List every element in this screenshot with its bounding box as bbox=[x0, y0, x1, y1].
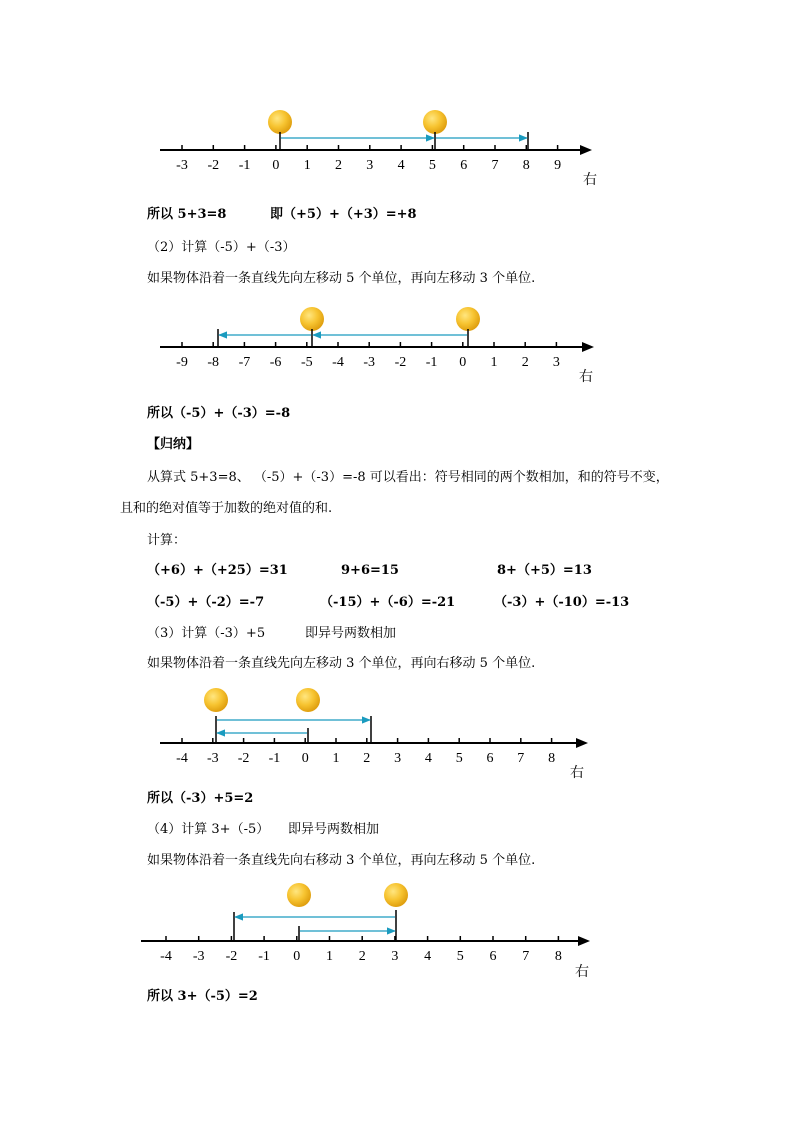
calc-item: 8+（+5）=13 bbox=[497, 563, 592, 578]
right-label: 右 bbox=[575, 965, 589, 980]
tick-label: 4 bbox=[397, 158, 405, 173]
ball-icon bbox=[296, 688, 320, 712]
summary-title: 【归纳】 bbox=[147, 437, 200, 452]
calc-item: （-5）+（-2）=-7 bbox=[147, 595, 265, 610]
tick-label: 9 bbox=[554, 158, 562, 173]
section-heading-2: （2）计算（-5）+（-3） bbox=[147, 240, 296, 255]
tick-label: -4 bbox=[332, 355, 344, 370]
tick-label: -3 bbox=[206, 751, 219, 766]
calc-item: 9+6=15 bbox=[341, 563, 399, 578]
tick-label: -2 bbox=[225, 949, 238, 964]
result-text-1-alt: 即（+5）+（+3）=+8 bbox=[270, 207, 417, 222]
tick-label: 3 bbox=[366, 158, 374, 173]
tick-label: 4 bbox=[424, 751, 432, 766]
ball-icon bbox=[456, 307, 480, 331]
ball-icon bbox=[384, 883, 408, 907]
tick-label: 8 bbox=[522, 158, 530, 173]
tick-label: 7 bbox=[522, 949, 530, 964]
section-heading-4: （4）计算 3+（-5） bbox=[147, 822, 270, 837]
tick-label: 4 bbox=[424, 949, 432, 964]
tick-label: -7 bbox=[238, 355, 251, 370]
tick-label: 7 bbox=[491, 158, 499, 173]
number-line-figure-3 bbox=[0, 680, 794, 780]
tick-label: -2 bbox=[237, 751, 250, 766]
tick-label: 5 bbox=[428, 158, 436, 173]
summary-line-2: 且和的绝对值等于加数的绝对值的和. bbox=[120, 501, 333, 516]
ball-icon bbox=[287, 883, 311, 907]
ball-icon bbox=[204, 688, 228, 712]
section-heading-4-note: 即异号两数相加 bbox=[288, 822, 380, 837]
tick-label: -8 bbox=[207, 355, 220, 370]
tick-label: -3 bbox=[192, 949, 205, 964]
tick-label: 0 bbox=[272, 158, 280, 173]
result-text-4: 所以 3+（-5）=2 bbox=[147, 989, 258, 1004]
tick-label: 3 bbox=[552, 355, 560, 370]
tick-label: -1 bbox=[258, 949, 270, 964]
tick-label: 2 bbox=[335, 158, 342, 173]
tick-label: 1 bbox=[326, 949, 333, 964]
tick-label: -9 bbox=[176, 355, 188, 370]
tick-label: -2 bbox=[207, 158, 220, 173]
ball-icon bbox=[268, 110, 292, 134]
number-line-figure-4 bbox=[0, 876, 794, 980]
right-label: 右 bbox=[579, 370, 593, 385]
description-2: 如果物体沿着一条直线先向左移动 5 个单位，再向左移动 3 个单位. bbox=[147, 271, 536, 286]
section-heading-3-note: 即异号两数相加 bbox=[305, 626, 397, 641]
tick-label: 1 bbox=[332, 751, 340, 766]
tick-label: 0 bbox=[301, 751, 309, 766]
tick-label: 6 bbox=[489, 949, 497, 964]
tick-label: 8 bbox=[548, 751, 556, 766]
ball-icon bbox=[300, 307, 324, 331]
tick-label: -1 bbox=[238, 158, 251, 173]
section-heading-3: （3）计算（-3）+5 bbox=[147, 626, 266, 641]
result-text-3: 所以（-3）+5=2 bbox=[147, 791, 254, 806]
tick-label: -4 bbox=[160, 949, 172, 964]
tick-label: -2 bbox=[394, 355, 407, 370]
result-text-1: 所以 5+3=8 bbox=[147, 207, 227, 222]
tick-label: 0 bbox=[459, 355, 467, 370]
tick-label: -1 bbox=[268, 751, 281, 766]
calc-label: 计算： bbox=[147, 533, 187, 548]
right-label: 右 bbox=[583, 173, 597, 188]
tick-label: -3 bbox=[363, 355, 376, 370]
tick-label: 8 bbox=[554, 949, 562, 964]
tick-label: 1 bbox=[490, 355, 498, 370]
tick-label: -6 bbox=[269, 355, 282, 370]
tick-label: 5 bbox=[455, 751, 463, 766]
number-line-figure-2 bbox=[0, 300, 794, 390]
tick-label: 2 bbox=[363, 751, 371, 766]
calc-item: （-3）+（-10）=-13 bbox=[494, 595, 630, 610]
calc-item: （+6）+（+25）=31 bbox=[147, 563, 288, 578]
axis-arrowhead bbox=[576, 738, 588, 748]
calc-item: （-15）+（-6）=-21 bbox=[320, 595, 456, 610]
tick-label: 3 bbox=[391, 949, 399, 964]
description-3: 如果物体沿着一条直线先向左移动 3 个单位，再向右移动 5 个单位. bbox=[147, 656, 536, 671]
tick-label: 0 bbox=[293, 949, 301, 964]
description-4: 如果物体沿着一条直线先向右移动 3 个单位，再向左移动 5 个单位. bbox=[147, 853, 536, 868]
right-label: 右 bbox=[570, 766, 584, 781]
tick-label: 6 bbox=[460, 158, 468, 173]
tick-label: 7 bbox=[517, 751, 525, 766]
axis-arrowhead bbox=[580, 145, 592, 155]
number-line-figure-1 bbox=[0, 100, 794, 195]
tick-label: 2 bbox=[521, 355, 529, 370]
tick-label: 6 bbox=[486, 751, 494, 766]
result-text-2: 所以（-5）+（-3）=-8 bbox=[147, 406, 291, 421]
tick-label: 1 bbox=[303, 158, 311, 173]
axis-arrowhead bbox=[582, 342, 594, 352]
axis-arrowhead bbox=[578, 936, 590, 946]
tick-label: 2 bbox=[358, 949, 366, 964]
tick-label: 3 bbox=[394, 751, 402, 766]
summary-line-1: 从算式 5+3=8、 （-5）+（-3）=-8 可以看出：符号相同的两个数相加，和的符号不变， bbox=[147, 470, 669, 485]
tick-label: 5 bbox=[456, 949, 464, 964]
tick-label: -3 bbox=[176, 158, 188, 173]
tick-label: -5 bbox=[300, 355, 313, 370]
tick-label: -1 bbox=[425, 355, 438, 370]
tick-label: -4 bbox=[176, 751, 188, 766]
ball-icon bbox=[423, 110, 447, 134]
